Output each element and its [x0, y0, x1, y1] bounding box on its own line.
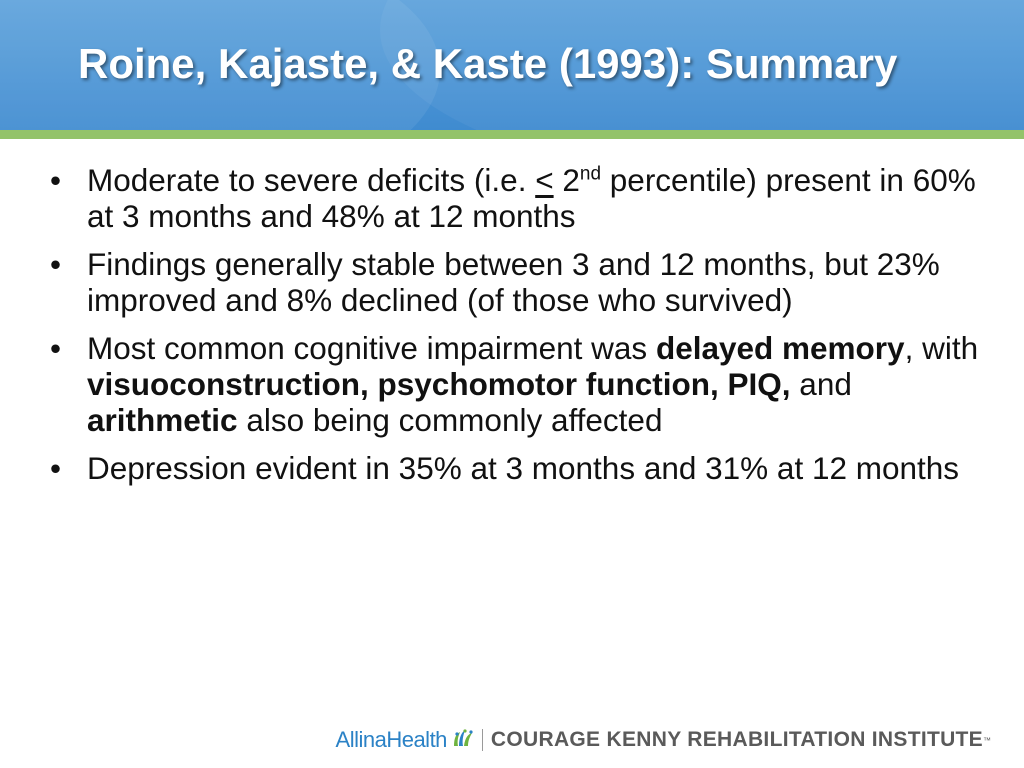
trademark-symbol: ™ — [983, 735, 991, 745]
bullet-item: • Most common cognitive impairment was delayed memory, with visuoconstruction, psychomotor function, PIQ, and arithmetic also being commonly affected — [50, 330, 979, 438]
bullet-dot-icon: • — [50, 162, 62, 198]
less-than-or-equal-symbol: < — [535, 162, 554, 198]
bullet-list — [50, 162, 985, 498]
bullet-dot-icon: • — [50, 450, 62, 486]
slide-title: Roine, Kajaste, & Kaste (1993): Summary — [78, 40, 898, 87]
bullet-item: • Findings generally stable between 3 and 12 months, but 23% improved and 8% declined (of those who survived) — [50, 246, 940, 318]
title-banner — [0, 0, 1024, 130]
bullet-item: • Moderate to severe deficits (i.e. < 2nd percentile) present in 60% at 3 months and 48% at 12 months — [50, 162, 976, 234]
bullet-item: • Depression evident in 35% at 3 months and 31% at 12 months — [50, 450, 960, 486]
accent-divider — [0, 130, 1024, 139]
bullet-dot-icon: • — [50, 330, 62, 366]
family-leaf-icon — [451, 728, 475, 753]
footer-logo — [336, 724, 991, 756]
courage-kenny-institute-text: COURAGE KENNY REHABILITATION INSTITUTE — [490, 728, 983, 751]
bullet-dot-icon: • — [50, 246, 62, 282]
footer-divider — [482, 729, 483, 751]
allina-health-logo-text: AllinaHealth — [335, 727, 447, 752]
